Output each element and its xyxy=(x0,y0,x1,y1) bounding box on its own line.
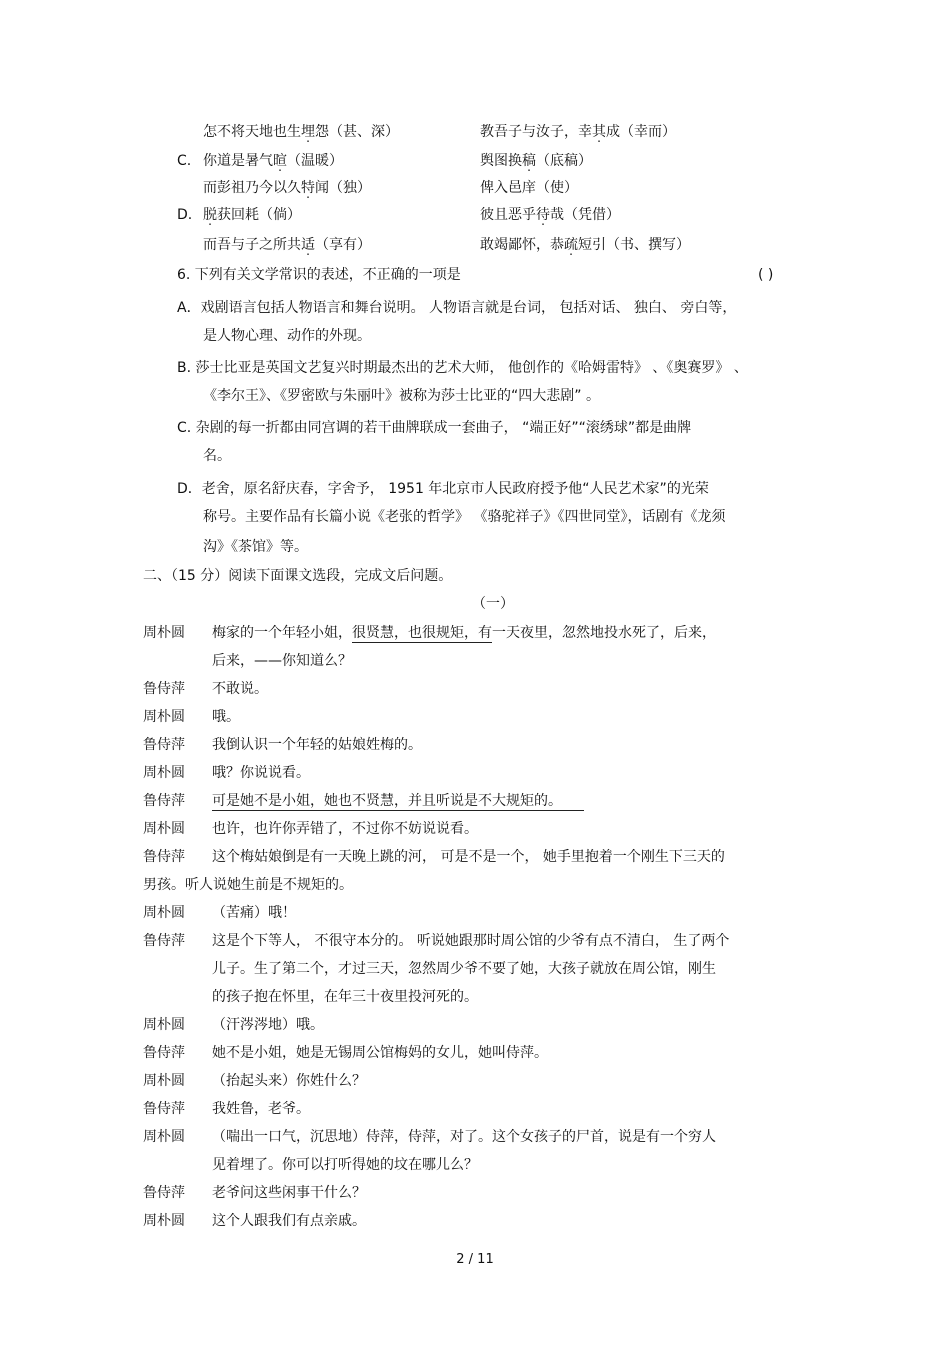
q6-option-c-line1: C. 杂剧的每一折都由同宫调的若干曲牌联成一套曲子， “端正好”“滚绣球”都是曲牌 xyxy=(177,420,692,436)
q5-d-right-2: 敢竭鄙怀，恭疏短引（书、撰写） xyxy=(480,237,690,253)
q6-option-a-line2: 是人物心理、动作的外现。 xyxy=(203,328,371,344)
dialogue-line: 哦。 xyxy=(212,709,240,725)
q6-answer-paren: ( ) xyxy=(758,267,774,283)
dialogue-line: 老爷问这些闲事干什么？ xyxy=(212,1185,366,1201)
speaker-label: 鲁侍萍 xyxy=(143,1045,185,1061)
dialogue-line: 也许，也许你弄错了，不过你不妨说说看。 xyxy=(212,821,478,837)
speaker-label: 周朴圆 xyxy=(143,1213,185,1229)
q6-option-d-line1: D．老舍，原名舒庆春，字舍予， 1951 年北京市人民政府授予他“人民艺术家”的光荣 xyxy=(177,481,709,497)
page-number: 2 / 11 xyxy=(456,1252,494,1267)
q6-option-b-line2: 《李尔王》、《罗密欧与朱丽叶》被称为莎士比亚的“四大悲剧” 。 xyxy=(203,388,600,404)
q5-b-right-1: 教吾子与汝子，幸其成（幸而） xyxy=(480,124,676,140)
q5-d-left-2: 而吾与子之所共适（享有） xyxy=(203,237,371,253)
dialogue-line: 她不是小姐，她是无锡周公馆梅妈的女儿，她叫侍萍。 xyxy=(212,1045,548,1061)
dialogue-line: （抬起头来）你姓什么？ xyxy=(212,1073,366,1089)
dialogue-line: 我姓鲁，老爷。 xyxy=(212,1101,310,1117)
dialogue-line: 不敢说。 xyxy=(212,681,268,697)
q5-c-right-2: 俾入邑庠（使） xyxy=(480,180,578,196)
q6-option-c-line2: 名。 xyxy=(203,448,231,464)
dialogue-line: 见着埋了。你可以打听得她的坟在哪儿么？ xyxy=(212,1157,478,1173)
dialogue-line-underlined: 梅家的一个年轻小姐，很贤慧，也很规矩，有一天夜里，忽然地投水死了，后来， xyxy=(212,625,716,641)
dialogue-line: 男孩。听人说她生前是不规矩的。 xyxy=(143,877,353,893)
q5-d-label: D. xyxy=(177,207,193,223)
speaker-label: 鲁侍萍 xyxy=(143,681,185,697)
dialogue-line: 这个梅姑娘倒是有一天晚上跳的河， 可是不是一个， 她手里抱着一个刚生下三天的 xyxy=(212,849,725,865)
dialogue-line: （喘出一口气，沉思地）侍萍，侍萍，对了。这个女孩子的尸首，说是有一个穷人 xyxy=(212,1129,716,1145)
speaker-label: 周朴圆 xyxy=(143,625,185,641)
q5-b-left-1: 怎不将天地也生埋怨（甚、深） xyxy=(203,124,399,140)
q6-option-a-line1: A．戏剧语言包括人物语言和舞台说明。 人物语言就是台词， 包括对话、 独白、 旁白等， xyxy=(177,300,737,316)
dialogue-line: 我倒认识一个年轻的姑娘姓梅的。 xyxy=(212,737,422,753)
speaker-label: 周朴圆 xyxy=(143,821,185,837)
speaker-label: 鲁侍萍 xyxy=(143,793,185,809)
speaker-label: 周朴圆 xyxy=(143,765,185,781)
dialogue-line: 后来，——你知道么？ xyxy=(212,653,352,669)
dialogue-line: （汗涔涔地）哦。 xyxy=(212,1017,324,1033)
q5-c-label: C. xyxy=(177,153,192,169)
q5-d-left-1: 脱获回耗（倘） xyxy=(203,207,301,223)
speaker-label: 周朴圆 xyxy=(143,1017,185,1033)
q5-c-right-1: 舆图换稿（底稿） xyxy=(480,153,592,169)
speaker-label: 周朴圆 xyxy=(143,905,185,921)
speaker-label: 鲁侍萍 xyxy=(143,1185,185,1201)
speaker-label: 鲁侍萍 xyxy=(143,849,185,865)
q6-stem: 6. 下列有关文学常识的表述，不正确的一项是 xyxy=(177,267,461,283)
q5-c-left-2: 而彭祖乃今以久特闻（独） xyxy=(203,180,371,196)
speaker-label: 鲁侍萍 xyxy=(143,737,185,753)
speaker-label: 鲁侍萍 xyxy=(143,933,185,949)
dialogue-line: 哦？你说说看。 xyxy=(212,765,310,781)
dialogue-line-underlined: 可是她不是小姐，她也不贤慧，并且听说是不大规矩的。 xyxy=(212,791,584,811)
q5-d-right-1: 彼且恶乎待哉（凭借） xyxy=(480,207,620,223)
q6-option-d-line2: 称号。主要作品有长篇小说《老张的哲学》 《骆驼祥子》《四世同堂》，话剧有《龙须 xyxy=(203,509,726,525)
speaker-label: 周朴圆 xyxy=(143,1073,185,1089)
dialogue-line: 儿子。生了第二个，才过三天，忽然周少爷不要了她，大孩子就放在周公馆，刚生 xyxy=(212,961,716,977)
speaker-label: 鲁侍萍 xyxy=(143,1101,185,1117)
speaker-label: 周朴圆 xyxy=(143,1129,185,1145)
q6-option-b-line1: B. 莎士比亚是英国文艺复兴时期最杰出的艺术大师， 他创作的《哈姆雷特》 、《奥赛罗》 、 xyxy=(177,360,748,376)
dialogue-line: （苦痛）哦！ xyxy=(212,905,296,921)
section-subheading: （一） xyxy=(472,596,514,612)
dialogue-line: 这个人跟我们有点亲戚。 xyxy=(212,1213,366,1229)
dialogue-line: 的孩子抱在怀里，在年三十夜里投河死的。 xyxy=(212,989,478,1005)
q6-option-d-line3: 沟》《茶馆》等。 xyxy=(203,539,308,555)
speaker-label: 周朴圆 xyxy=(143,709,185,725)
section-heading: 二、（15 分）阅读下面课文选段，完成文后问题。 xyxy=(143,568,453,584)
dialogue-line: 这是个下等人， 不很守本分的。 听说她跟那时周公馆的少爷有点不清白， 生了两个 xyxy=(212,933,730,949)
q5-c-left-1: 你道是暑气暄（温暖） xyxy=(203,153,343,169)
